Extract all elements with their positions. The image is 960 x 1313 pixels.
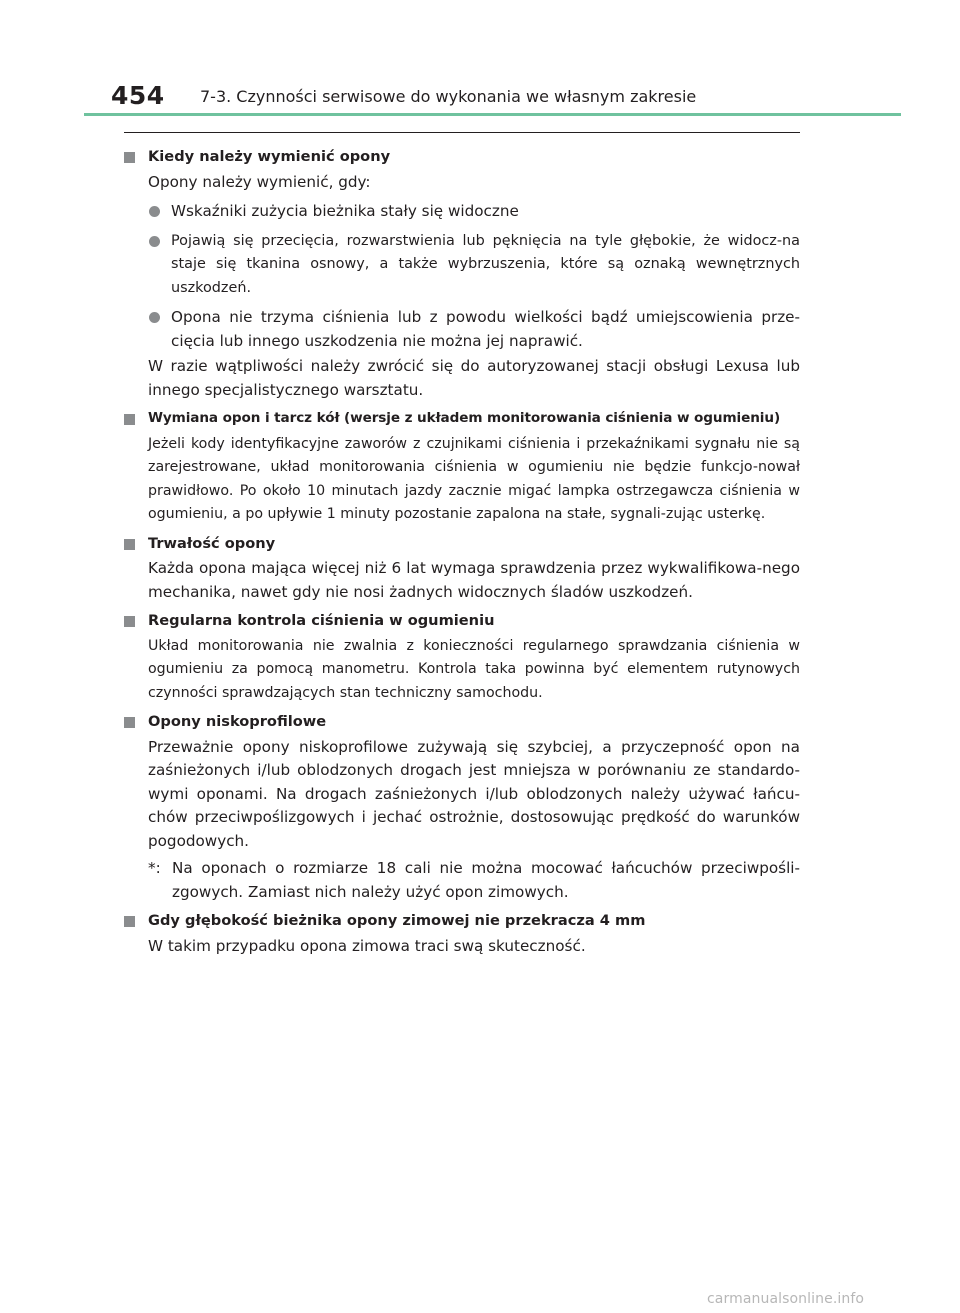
heading-text: Gdy głębokość bieżnika opony zimowej nie przekracza 4 mm: [148, 912, 646, 929]
heading-text: Kiedy należy wymienić opony: [148, 148, 391, 165]
round-bullet-icon: [149, 312, 160, 323]
round-bullet-icon: [149, 206, 160, 217]
heading-text: Wymiana opon i tarcz kół (wersje z układem monitorowania ciśnienia w ogumieniu): [148, 410, 781, 426]
section-heading-low-profile-tires: [124, 710, 800, 734]
paragraph: Każda opona mająca więcej niż 6 lat wymaga sprawdzenia przez wykwalifikowa-nego mechanika, nawet gdy nie nosi żadnych widocznych śladów uszkodzeń.: [148, 559, 800, 601]
list-item: [124, 200, 800, 224]
paragraph: Przeważnie opony niskoprofilowe zużywają się szybciej, a przyczepność opon na zaśnieżonych i/lub oblodzonych drogach jest mniejsza w porównaniu ze standardo-wymi oponami. Na drogach zaśnieżonych i/lub oblodzonych należy używać łańcu-chów przeciwpoślizgowych i jechać ostrożnie, dostosowując prędkość do warunków pogodowych.: [148, 737, 800, 850]
header-divider: [84, 113, 901, 116]
heading-text: Trwałość opony: [148, 534, 276, 552]
paragraph: W razie wątpliwości należy zwrócić się do autoryzowanej stacji obsługi Lexusa lub innego specjalistycznego warsztatu.: [148, 357, 800, 399]
section-heading-tire-wheel-change: [124, 407, 800, 431]
list-item-text: Opona nie trzyma ciśnienia lub z powodu wielkości bądź umiejscowienia prze-cięcia lub innego uszkodzenia nie można jej naprawić.: [171, 308, 800, 350]
page-number: 454: [111, 81, 165, 110]
square-bullet-icon: [124, 414, 135, 425]
list-item: [124, 230, 800, 301]
watermark: carmanualsonline.info: [707, 1291, 865, 1307]
list-item: [124, 306, 800, 353]
content-divider: [124, 132, 800, 133]
section-heading-winter-tread-depth: [124, 909, 800, 933]
chapter-title: 7-3. Czynności serwisowe do wykonania we własnym zakresie: [200, 87, 697, 106]
list-item-text: Pojawią się przecięcia, rozwarstwienia lub pęknięcia na tyle głębokie, że widocz-na staje się tkanina osnowy, a także wybrzuszenia, które są oznaką wewnętrznych uszkodzeń.: [171, 232, 800, 296]
square-bullet-icon: [124, 616, 135, 627]
section-heading-pressure-check: [124, 609, 800, 633]
footnote: [124, 857, 800, 904]
page-content: [124, 145, 800, 958]
square-bullet-icon: [124, 916, 135, 927]
heading-text: Opony niskoprofilowe: [148, 713, 327, 730]
paragraph: Jeżeli kody identyfikacyjne zaworów z czujnikami ciśnienia i przekaźnikami sygnału nie są zarejestrowane, układ monitorowania ciśnienia w ogumieniu nie będzie funkcjo-nował prawidłowo. Po około 10 minutach jazdy zacznie migać lampka ostrzegawcza ciśnienia w ogumieniu, a po upływie 1 minuty pozostanie zapalona na stałe, sygnali-zując usterkę.: [148, 435, 800, 522]
footnote-mark: *:: [148, 859, 161, 877]
square-bullet-icon: [124, 539, 135, 550]
heading-text: Regularna kontrola ciśnienia w ogumieniu: [148, 612, 495, 629]
section-heading-tire-durability: [124, 532, 800, 556]
paragraph: W takim przypadku opona zimowa traci swą skuteczność.: [148, 936, 586, 955]
paragraph: Układ monitorowania nie zwalnia z konieczności regularnego sprawdzania ciśnienia w ogumieniu za pomocą manometru. Kontrola taka powinna być elementem rutynowych czynności sprawdzających stan techniczny samochodu.: [148, 637, 800, 701]
page-header: [0, 0, 960, 118]
round-bullet-icon: [149, 236, 160, 247]
section-heading-tire-replacement: [124, 145, 800, 169]
footnote-text: Na oponach o rozmiarze 18 cali nie można mocować łańcuchów przeciwpośli-zgowych. Zamiast nich należy użyć opon zimowych.: [172, 859, 800, 901]
paragraph: Opony należy wymienić, gdy:: [148, 172, 371, 191]
square-bullet-icon: [124, 717, 135, 728]
list-item-text: Wskaźniki zużycia bieżnika stały się widoczne: [171, 202, 519, 220]
square-bullet-icon: [124, 152, 135, 163]
